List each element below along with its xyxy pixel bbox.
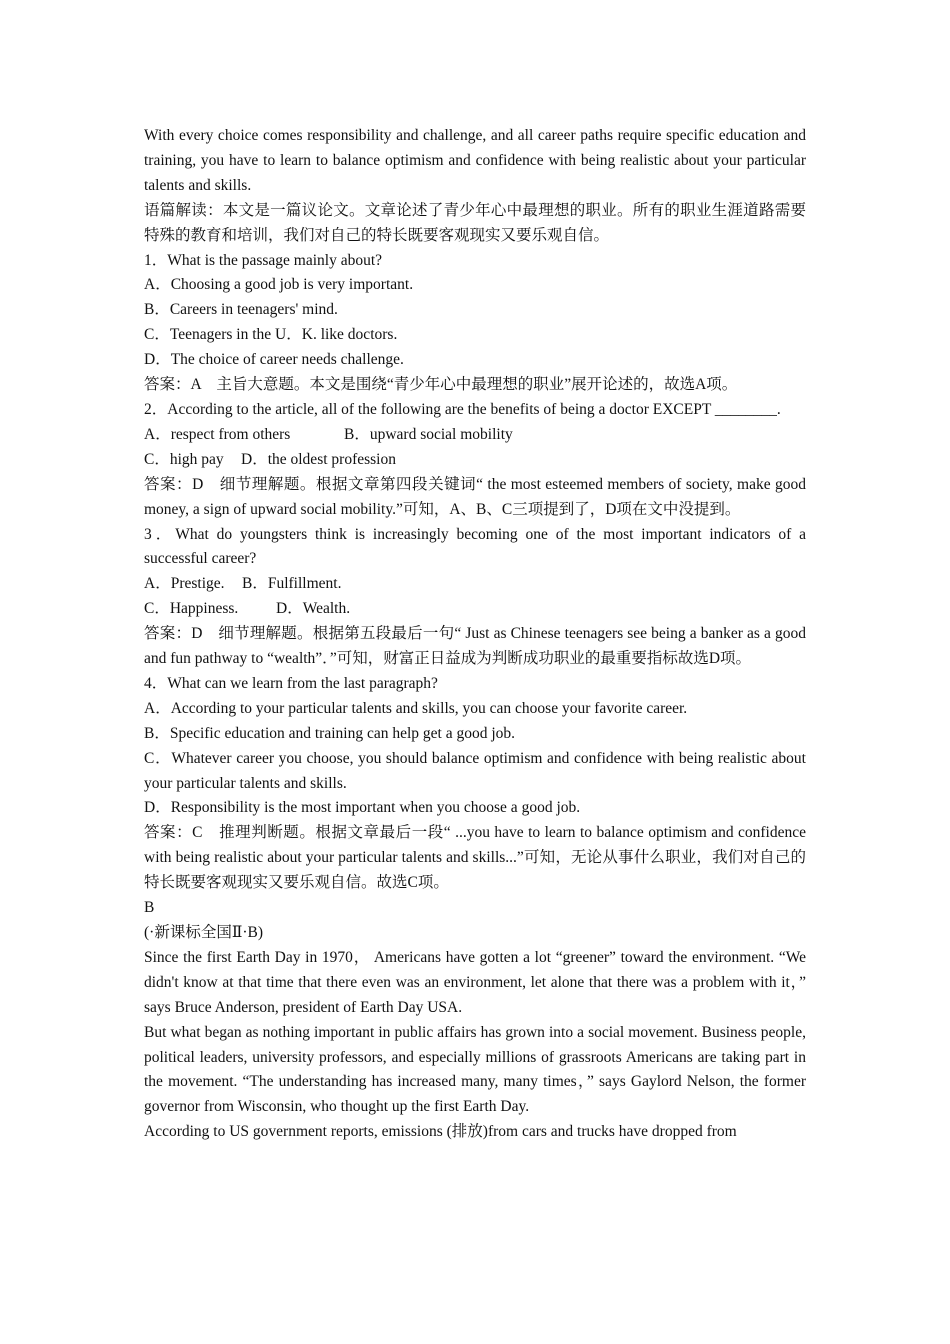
section-b-source: (·新课标全国Ⅱ·B) — [144, 924, 264, 941]
question-3-options-ab — [144, 572, 806, 597]
question-2-option-a: A．respect from others — [144, 425, 291, 443]
question-3-option-c: C．Happiness. — [144, 600, 239, 618]
question-4-option-a: A．According to your particular talents and skills, you can choose your favorite career. — [144, 699, 688, 717]
passage-b-paragraph-1: Since the first Earth Day in 1970， Americans have gotten a lot “greener” toward the environment. “We didn't know at that time that there even was an environment, let alone that there was a problem with it，” says Bruce Anderson, president of Earth Day USA. — [144, 948, 806, 1016]
question-1: 1．What is the passage mainly about? — [144, 251, 383, 269]
question-4-answer: 答案：C 推理判断题。根据文章最后一段“ ...you have to learn to balance optimism and confidence with being realistic about your particular talents and skills...”可知，无论从事什么职业，我们对自己的特长既要客观现实又要乐观自信。故选C项。 — [144, 824, 806, 892]
question-1-option-b: B．Careers in teenagers' mind. — [144, 301, 338, 319]
section-b-heading: B — [144, 899, 155, 917]
passage-analysis: 语篇解读：本文是一篇议论文。文章论述了青少年心中最理想的职业。所有的职业生涯道路需要特殊的教育和培训，我们对自己的特长既要客观现实又要乐观自信。 — [144, 201, 806, 244]
question-1-option-d: D．The choice of career needs challenge. — [144, 351, 404, 369]
question-2-option-b: B．upward social mobility — [344, 425, 513, 443]
question-2-options-ab — [144, 423, 806, 448]
passage-b-paragraph-2: But what began as nothing important in public affairs has grown into a social movement. Business people, political leaders, university professors, and especially millions of grassroots Americans are taking part in the movement. “The understanding has increased many, many times，” says Gaylord Nelson, the former governor from Wisconsin, who thought up the first Earth Day. — [144, 1023, 806, 1116]
question-4: 4．What can we learn from the last paragraph? — [144, 674, 438, 692]
question-2-option-c: C．high pay — [144, 450, 224, 468]
question-2: 2．According to the article, all of the following are the benefits of being a doctor EXCEPT ________. — [144, 400, 781, 418]
question-3-option-a: A．Prestige. — [144, 575, 225, 593]
document-page — [144, 124, 806, 1145]
question-3-answer: 答案：D 细节理解题。根据第五段最后一句“ Just as Chinese teenagers see being a banker as a good and fun pathway to “wealth”．”可知，财富正日益成为判断成功职业的最重要指标故选D项。 — [144, 625, 806, 668]
question-2-answer: 答案：D 细节理解题。根据文章第四段关键词“ the most esteemed members of society, make good money, a sign of upward social mobility.”可知，A、B、C三项提到了，D项在文中没提到。 — [144, 475, 806, 518]
question-3: 3．What do youngsters think is increasingly becoming one of the most important indicators of a successful career? — [144, 525, 806, 568]
question-3-option-b: B．Fulfillment. — [242, 575, 342, 593]
intro-paragraph: With every choice comes responsibility and challenge, and all career paths require specific education and training, you have to learn to balance optimism and confidence with being realistic about your particular talents and skills. — [144, 127, 806, 194]
question-4-option-d: D．Responsibility is the most important when you choose a good job. — [144, 799, 581, 817]
question-1-answer: 答案：A 主旨大意题。本文是围绕“青少年心中最理想的职业”展开论述的，故选A项。 — [144, 376, 738, 394]
question-4-option-b: B．Specific education and training can help get a good job. — [144, 724, 516, 742]
question-1-option-c: C．Teenagers in the U．K. like doctors. — [144, 326, 398, 344]
passage-b-paragraph-3: According to US government reports, emissions (排放)from cars and trucks have dropped from — [144, 1123, 737, 1141]
question-3-options-cd — [144, 597, 806, 622]
question-4-option-c: C．Whatever career you choose, you should balance optimism and confidence with being realistic about your particular talents and skills. — [144, 749, 806, 792]
question-2-option-d: D．the oldest profession — [241, 450, 396, 468]
question-2-options-cd — [144, 448, 806, 473]
question-3-option-d: D．Wealth. — [276, 600, 351, 618]
question-1-option-a: A．Choosing a good job is very important. — [144, 276, 414, 294]
